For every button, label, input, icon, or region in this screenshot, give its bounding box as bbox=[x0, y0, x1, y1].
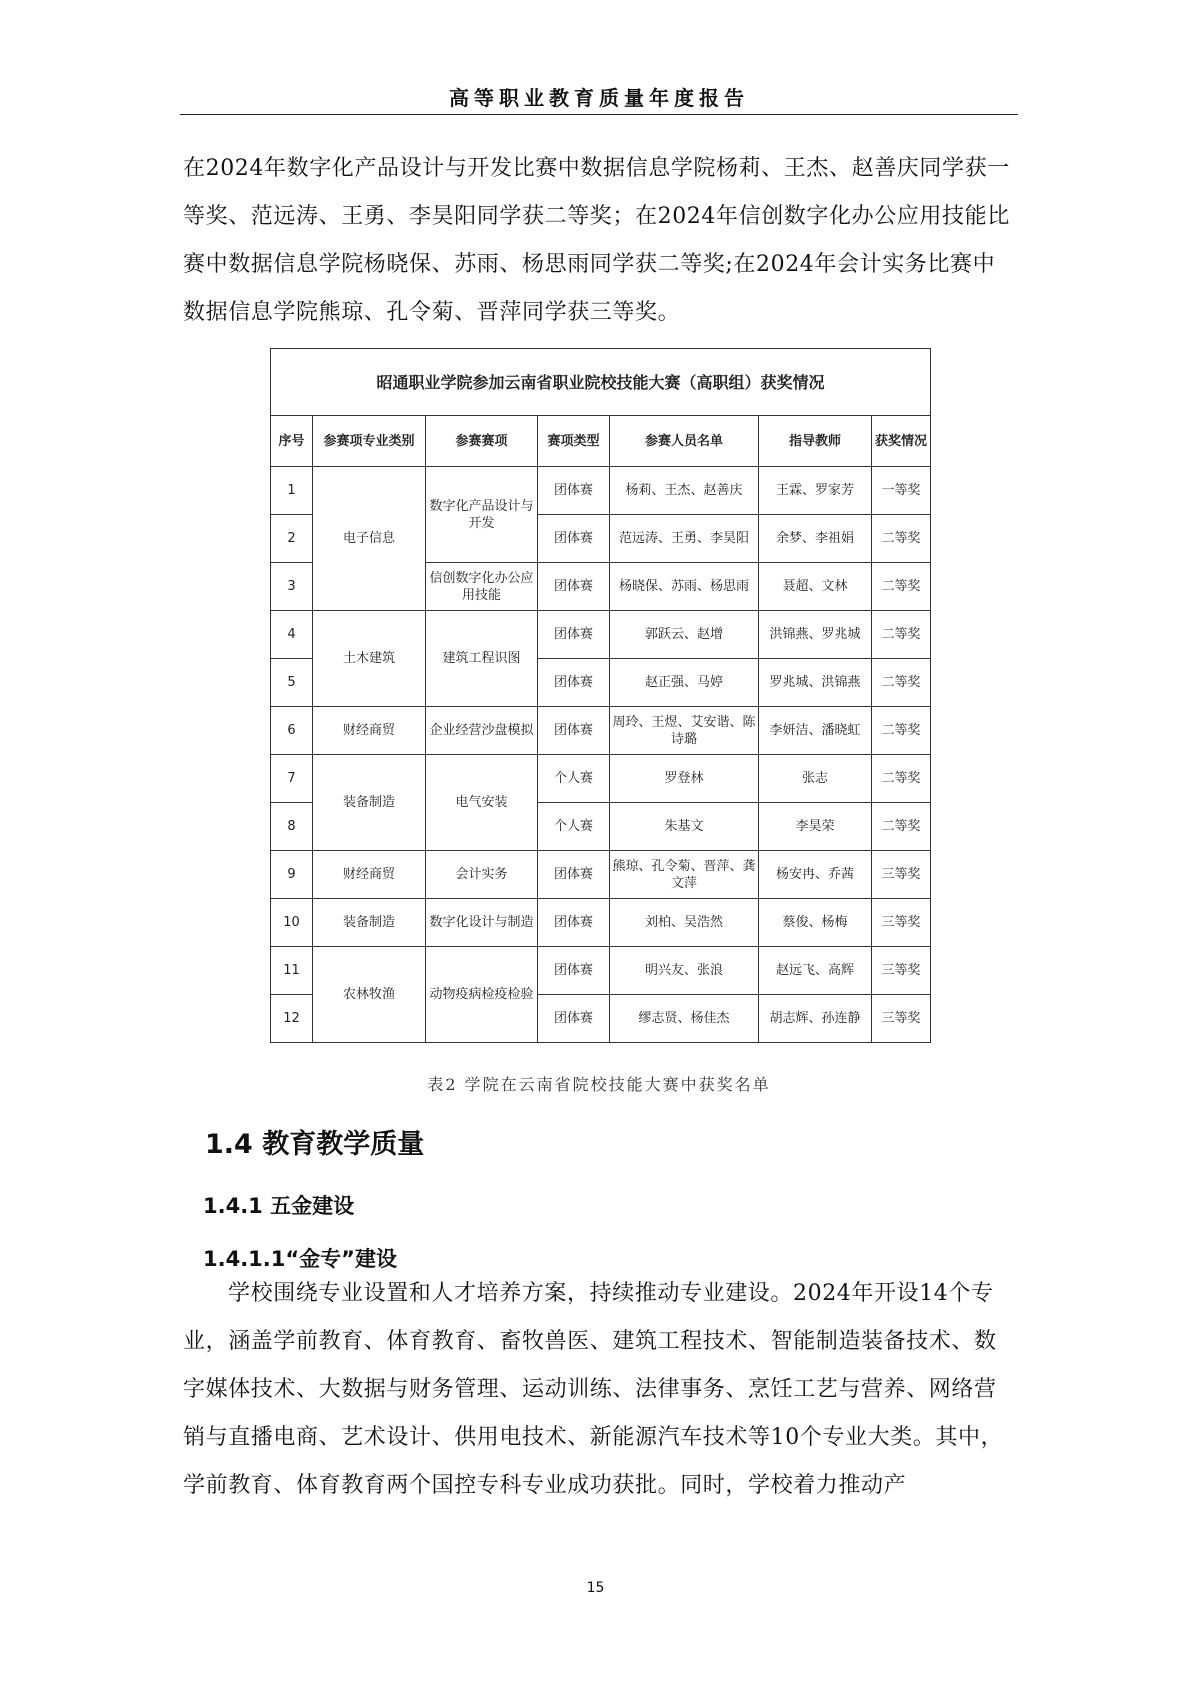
cell-type: 团体赛 bbox=[538, 851, 610, 899]
page-header-title: 高等职业教育质量年度报告 bbox=[449, 86, 749, 110]
cell-teachers: 罗兆城、洪锦燕 bbox=[759, 659, 872, 707]
awards-table bbox=[270, 348, 931, 1043]
cell-event: 企业经营沙盘模拟 bbox=[426, 707, 538, 755]
cell-no: 5 bbox=[271, 659, 313, 707]
cell-category: 装备制造 bbox=[313, 899, 426, 947]
cell-members: 朱基文 bbox=[610, 803, 759, 851]
cell-type: 团体赛 bbox=[538, 947, 610, 995]
subsubsection-heading: 1.4.1.1“金专”建设 bbox=[203, 1247, 397, 1271]
awards-table-container bbox=[270, 348, 930, 1042]
cell-members: 赵正强、马婷 bbox=[610, 659, 759, 707]
cell-award: 二等奖 bbox=[872, 659, 931, 707]
cell-teachers: 聂超、文林 bbox=[759, 563, 872, 611]
cell-award: 一等奖 bbox=[872, 467, 931, 515]
cell-no: 9 bbox=[271, 851, 313, 899]
cell-type: 团体赛 bbox=[538, 611, 610, 659]
cell-teachers: 余梦、李祖娟 bbox=[759, 515, 872, 563]
cell-type: 团体赛 bbox=[538, 563, 610, 611]
column-header: 获奖情况 bbox=[872, 416, 931, 467]
cell-category: 农林牧渔 bbox=[313, 947, 426, 1043]
cell-members: 刘柏、吴浩然 bbox=[610, 899, 759, 947]
table-row bbox=[271, 467, 931, 515]
cell-event: 动物疫病检疫检验 bbox=[426, 947, 538, 1043]
cell-members: 郭跃云、赵增 bbox=[610, 611, 759, 659]
subsection-heading: 1.4.1 五金建设 bbox=[203, 1194, 355, 1218]
cell-award: 二等奖 bbox=[872, 755, 931, 803]
cell-event: 建筑工程识图 bbox=[426, 611, 538, 707]
table-row bbox=[271, 947, 931, 995]
cell-event: 数字化产品设计与开发 bbox=[426, 467, 538, 563]
cell-no: 11 bbox=[271, 947, 313, 995]
cell-award: 二等奖 bbox=[872, 515, 931, 563]
cell-no: 12 bbox=[271, 995, 313, 1043]
cell-no: 7 bbox=[271, 755, 313, 803]
table-caption: 表2 学院在云南省院校技能大赛中获奖名单 bbox=[427, 1075, 771, 1094]
cell-no: 3 bbox=[271, 563, 313, 611]
cell-type: 团体赛 bbox=[538, 467, 610, 515]
cell-category: 财经商贸 bbox=[313, 707, 426, 755]
cell-event: 会计实务 bbox=[426, 851, 538, 899]
cell-no: 2 bbox=[271, 515, 313, 563]
cell-award: 二等奖 bbox=[872, 803, 931, 851]
cell-members: 明兴友、张浪 bbox=[610, 947, 759, 995]
intro-paragraph: 在2024年数字化产品设计与开发比赛中数据信息学院杨莉、王杰、赵善庆同学获一等奖、范远涛、王勇、李昊阳同学获二等奖；在2024年信创数字化办公应用技能比赛中数据信息学院杨晓保、苏雨、杨思雨同学获二等奖;在2024年会计实务比赛中数据信息学院熊琼、孔令菊、晋萍同学获三等奖。 bbox=[183, 156, 1010, 325]
cell-teachers: 赵远飞、高辉 bbox=[759, 947, 872, 995]
cell-type: 团体赛 bbox=[538, 995, 610, 1043]
table-row bbox=[271, 755, 931, 803]
column-header: 序号 bbox=[271, 416, 313, 467]
cell-type: 团体赛 bbox=[538, 899, 610, 947]
cell-category: 财经商贸 bbox=[313, 851, 426, 899]
cell-award: 三等奖 bbox=[872, 947, 931, 995]
cell-event: 信创数字化办公应用技能 bbox=[426, 563, 538, 611]
cell-no: 4 bbox=[271, 611, 313, 659]
cell-members: 杨莉、王杰、赵善庆 bbox=[610, 467, 759, 515]
cell-category: 土木建筑 bbox=[313, 611, 426, 707]
column-header: 指导教师 bbox=[759, 416, 872, 467]
table-title: 昭通职业学院参加云南省职业院校技能大赛（高职组）获奖情况 bbox=[271, 349, 931, 416]
cell-type: 团体赛 bbox=[538, 659, 610, 707]
cell-award: 三等奖 bbox=[872, 995, 931, 1043]
cell-type: 团体赛 bbox=[538, 707, 610, 755]
table-row bbox=[271, 611, 931, 659]
body-paragraph: 学校围绕专业设置和人才培养方案，持续推动专业建设。2024年开设14个专业，涵盖学前教育、体育教育、畜牧兽医、建筑工程技术、智能制造装备技术、数字媒体技术、大数据与财务管理、运动训练、法律事务、烹饪工艺与营养、网络营销与直播电商、艺术设计、供用电技术、新能源汽车技术等10个专业大类。其中，学前教育、体育教育两个国控专科专业成功获批。同时，学校着力推动产 bbox=[183, 1281, 1004, 1498]
cell-category: 装备制造 bbox=[313, 755, 426, 851]
cell-no: 6 bbox=[271, 707, 313, 755]
table-header-row bbox=[271, 416, 931, 467]
cell-type: 个人赛 bbox=[538, 803, 610, 851]
table-row bbox=[271, 851, 931, 899]
cell-teachers: 洪锦燕、罗兆城 bbox=[759, 611, 872, 659]
cell-no: 10 bbox=[271, 899, 313, 947]
table-row bbox=[271, 707, 931, 755]
cell-award: 三等奖 bbox=[872, 899, 931, 947]
cell-members: 罗登林 bbox=[610, 755, 759, 803]
cell-members: 周玲、王煜、艾安谐、陈诗璐 bbox=[610, 707, 759, 755]
cell-members: 缪志贤、杨佳杰 bbox=[610, 995, 759, 1043]
cell-event: 电气安装 bbox=[426, 755, 538, 851]
column-header: 参赛赛项 bbox=[426, 416, 538, 467]
cell-members: 杨晓保、苏雨、杨思雨 bbox=[610, 563, 759, 611]
cell-teachers: 李昊荣 bbox=[759, 803, 872, 851]
cell-event: 数字化设计与制造 bbox=[426, 899, 538, 947]
column-header: 参赛人员名单 bbox=[610, 416, 759, 467]
header-rule bbox=[180, 114, 1018, 115]
cell-teachers: 王霖、罗家芳 bbox=[759, 467, 872, 515]
cell-teachers: 杨安冉、乔茜 bbox=[759, 851, 872, 899]
cell-teachers: 胡志辉、孙连静 bbox=[759, 995, 872, 1043]
page-number: 15 bbox=[586, 1580, 605, 1596]
cell-teachers: 蔡俊、杨梅 bbox=[759, 899, 872, 947]
cell-type: 团体赛 bbox=[538, 515, 610, 563]
cell-members: 范远涛、王勇、李昊阳 bbox=[610, 515, 759, 563]
cell-members: 熊琼、孔令菊、晋萍、龚文萍 bbox=[610, 851, 759, 899]
table-row bbox=[271, 899, 931, 947]
section-heading: 1.4 教育教学质量 bbox=[205, 1129, 425, 1160]
column-header: 参赛项专业类别 bbox=[313, 416, 426, 467]
cell-type: 个人赛 bbox=[538, 755, 610, 803]
cell-category: 电子信息 bbox=[313, 467, 426, 611]
cell-award: 二等奖 bbox=[872, 611, 931, 659]
cell-award: 三等奖 bbox=[872, 851, 931, 899]
cell-no: 1 bbox=[271, 467, 313, 515]
column-header: 赛项类型 bbox=[538, 416, 610, 467]
cell-teachers: 李妍洁、潘晓虹 bbox=[759, 707, 872, 755]
cell-no: 8 bbox=[271, 803, 313, 851]
cell-teachers: 张志 bbox=[759, 755, 872, 803]
cell-award: 二等奖 bbox=[872, 707, 931, 755]
cell-award: 二等奖 bbox=[872, 563, 931, 611]
